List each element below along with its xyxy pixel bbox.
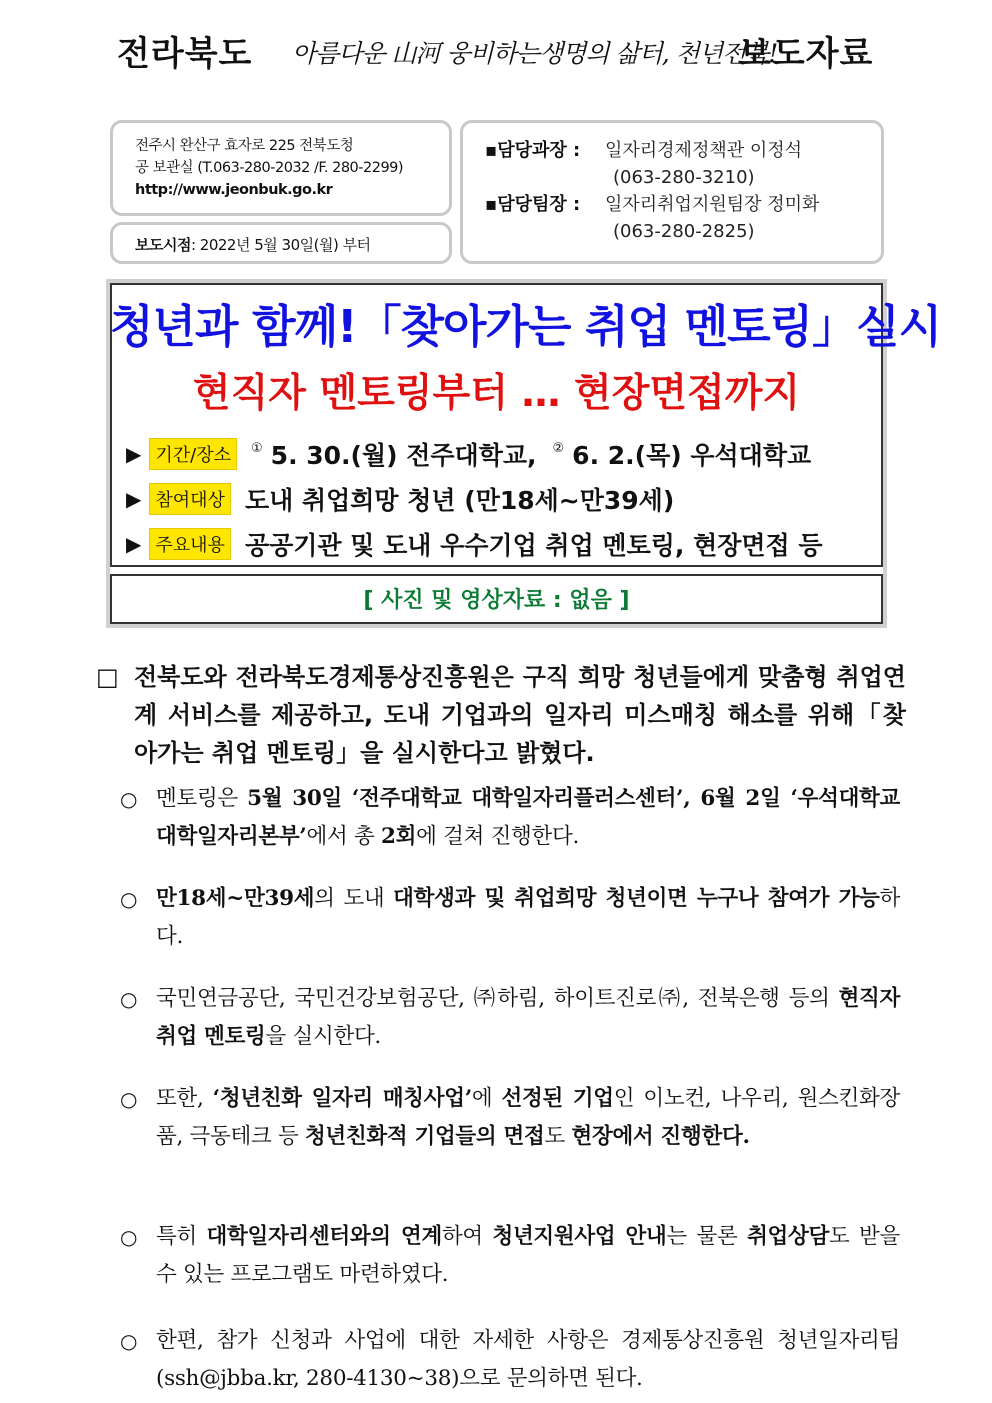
item-text: 특히 — [156, 1224, 207, 1249]
headline-subtitle: 현직자 멘토링부터 … 현장면접까지 — [192, 371, 801, 416]
body-item — [120, 880, 900, 956]
circle-bullet-icon: ○ — [120, 1329, 138, 1353]
address-line: 전주시 완산구 효자로 225 전북도청 — [135, 138, 354, 154]
item-bold: 선정된 기업 — [501, 1086, 614, 1111]
contact-dept-row — [485, 137, 881, 164]
item-text: 하여 — [441, 1224, 493, 1249]
arrow-icon: ▶ — [126, 487, 142, 511]
body-item — [120, 1322, 900, 1398]
body-item — [120, 780, 900, 856]
item-text: 도 — [544, 1124, 572, 1149]
contact-team-row — [485, 191, 881, 218]
item-bold: 현직자 취업 멘토링 — [156, 986, 900, 1049]
release-time-value: : 2022년 5월 30일(월) 부터 — [190, 236, 371, 254]
item-bold: 취업상담 — [747, 1224, 829, 1249]
item-text: 에 — [471, 1086, 502, 1111]
body-item — [120, 980, 900, 1056]
body-item — [120, 1080, 900, 1156]
circle-bullet-icon: ○ — [120, 987, 138, 1011]
website-link[interactable]: http://www.jeonbuk.go.kr — [135, 182, 333, 198]
content-text: 공공기관 및 도내 우수기업 취업 멘토링, 현장면접 등 — [244, 531, 823, 560]
release-time-box — [110, 222, 452, 264]
circle-bullet-icon: ○ — [120, 1087, 138, 1111]
arrow-icon: ▶ — [126, 442, 142, 466]
item-bold: 현장에서 진행한다. — [571, 1124, 750, 1149]
contact-dept-label: ▪담당과장 : — [485, 140, 581, 161]
arrow-icon: ▶ — [126, 532, 142, 556]
period-place-first: 5. 30.(월) 전주대학교, — [270, 441, 537, 470]
contact-team-value: 일자리취업지원팀장 정미화 — [605, 194, 820, 215]
summary-period-place — [126, 436, 811, 472]
doc-type: 보도자료 — [738, 34, 874, 74]
item-text: 또한, — [156, 1086, 213, 1111]
tag-content: 주요내용 — [149, 528, 231, 560]
item-text: 에서 총 — [306, 824, 381, 849]
address-box — [110, 120, 452, 216]
photo-note: [ 사진 및 영상자료 : 없음 ] — [363, 588, 630, 613]
press-office-line: 공 보관실 (T.063-280-2032 /F. 280-2299) — [135, 160, 404, 176]
org-name: 전라북도 — [117, 34, 253, 74]
lead-text: 전북도와 전라북도경제통상진흥원은 구직 희망 청년들에게 맞춤형 취업연계 서비스를 제공하고, 도내 기업과의 일자리 미스매칭 해소를 위해「찾아가는 취업 멘토링」을 실시한다고 밝혔다. — [134, 663, 906, 767]
item-bold: 만18세~만39세 — [156, 886, 315, 911]
item-text: 는 물론 — [666, 1224, 748, 1249]
item-text: 멘토링은 — [156, 786, 248, 811]
item-bold: ‘청년친화 일자리 매칭사업’ — [212, 1086, 472, 1111]
item-bold: 청년지원사업 안내 — [492, 1224, 667, 1249]
item-bold: 대학일자리센터와의 연계 — [206, 1224, 442, 1249]
contact-dept-phone-row — [485, 164, 881, 191]
contact-team-phone: (063-280-2825) — [613, 221, 755, 242]
item-text: 도 받을 수 있는 프로그램도 마련하였다. — [156, 1224, 900, 1287]
circle-bullet-icon: ○ — [120, 787, 138, 811]
headline-title: 청년과 함께!「찾아가는 취업 멘토링」실시 — [110, 300, 942, 353]
contact-dept-phone: (063-280-3210) — [613, 167, 755, 188]
item-bold: 대학생과 및 취업희망 청년이면 누구나 참여가 가능 — [393, 886, 880, 911]
item-text: 국민연금공단, 국민건강보험공단, ㈜하림, 하이트진로㈜, 전북은행 등의 — [156, 986, 839, 1011]
lead-paragraph — [96, 658, 906, 772]
contact-box — [460, 120, 884, 264]
release-time-label: 보도시점 — [135, 236, 191, 254]
contact-dept-value: 일자리경제정책관 이정석 — [605, 140, 802, 161]
item-text: 하다. — [156, 886, 900, 949]
circle-bullet-icon: ○ — [120, 1225, 138, 1249]
item-bold: 청년친화적 기업들의 면접 — [304, 1124, 545, 1149]
square-bullet-icon: □ — [96, 663, 119, 691]
item-text: 에 걸쳐 진행한다. — [416, 824, 579, 849]
item-bold: 5월 30일 ‘전주대학교 대학일자리플러스센터’, 6월 2일 ‘우석대학교 대학일자리본부’ — [156, 786, 900, 849]
circled-one: ① — [251, 440, 263, 456]
item-bold: 2회 — [380, 824, 417, 849]
tag-target: 참여대상 — [149, 483, 231, 515]
circle-bullet-icon: ○ — [120, 887, 138, 911]
slogan: 아름다운 山河 웅비하는생명의 삶터, 천년전북! — [292, 39, 778, 68]
summary-content — [126, 526, 823, 562]
item-text: 인 이노컨, 나우리, 원스킨화장품, 극동테크 등 — [156, 1086, 900, 1149]
summary-target — [126, 481, 674, 517]
period-place-second: 6. 2.(목) 우석대학교 — [572, 441, 812, 470]
item-text: 의 도내 — [314, 886, 394, 911]
contact-team-label: ▪담당팀장 : — [485, 194, 581, 215]
item-text: 한편, 참가 신청과 사업에 대한 자세한 사항은 경제통상진흥원 청년일자리팀(ssh@jbba.kr, 280-4130~38)으로 문의하면 된다. — [156, 1328, 900, 1391]
body-item — [120, 1218, 900, 1294]
item-text: 을 실시한다. — [265, 1024, 381, 1049]
target-text: 도내 취업희망 청년 (만18세~만39세) — [244, 486, 675, 515]
circled-two: ② — [552, 440, 565, 456]
contact-team-phone-row — [485, 218, 881, 245]
tag-period-place: 기간/장소 — [149, 438, 237, 470]
